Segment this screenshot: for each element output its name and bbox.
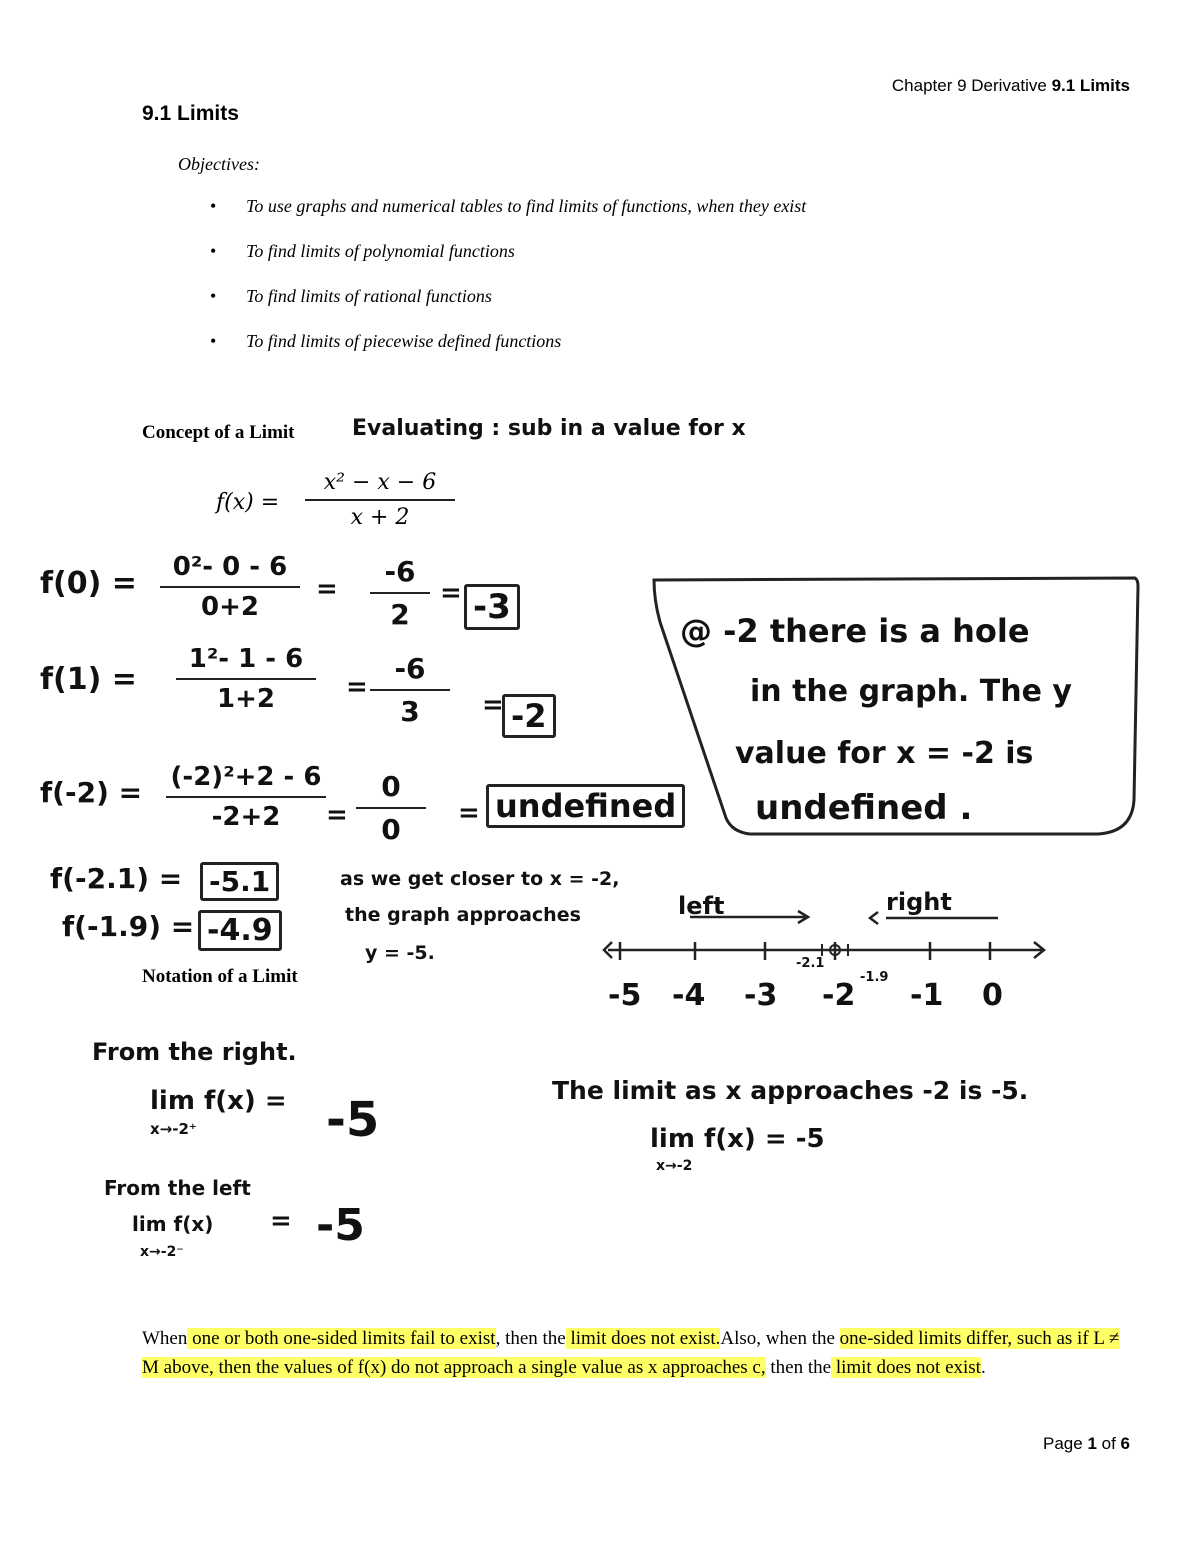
notation-heading: Notation of a Limit — [142, 966, 298, 987]
from-right-label: From the right. — [92, 1038, 297, 1066]
fraction-bar — [305, 499, 455, 501]
bullet-icon: • — [210, 286, 217, 306]
work-row1-frac2: -6 2 — [370, 555, 430, 631]
work-row2-eq2: = — [482, 690, 504, 720]
header-chapter: Chapter 9 Derivative — [891, 76, 1052, 95]
page-footer: Page 1 of 6 — [1043, 1434, 1130, 1453]
definition-paragraph: When one or both one-sided limits fail to exist, then the limit does not exist.Also, when the one-sided limits differ, such as if L ≠ M above, then the values of f(x) do not approach a single value as x approaches c, then the limit does not exist. — [142, 1328, 1120, 1378]
work-row2-lhs: f(1) = — [40, 662, 137, 697]
number-line-tick: -5 — [608, 978, 642, 1013]
work-row3-frac2: 0 0 — [356, 770, 426, 846]
work-row4-result: -5.1 — [200, 862, 279, 901]
callout-line2: in the graph. The y — [750, 674, 1072, 709]
work-row2-frac: 1²- 1 - 6 1+2 — [176, 644, 316, 714]
concept-heading: Concept of a Limit — [142, 422, 295, 443]
bullet-icon: • — [210, 331, 217, 351]
highlighted-text: limit does not exist — [831, 1357, 981, 1378]
highlighted-text: one-sided limits differ, such as if L ≠ M above, then the values of f(x) do not approach a single value as x approaches c, — [142, 1328, 1120, 1378]
number-line-tick: 0 — [982, 978, 1003, 1013]
work-row1-lhs: f(0) = — [40, 566, 137, 601]
work-row3-eq2: = — [458, 798, 480, 828]
approach-line1: as we get closer to x = -2, — [340, 868, 620, 890]
highlighted-text: limit does not exist. — [565, 1328, 721, 1349]
from-left-label: From the left — [104, 1176, 251, 1200]
callout-line4: undefined . — [755, 788, 973, 828]
left-limit-value: -5 — [316, 1200, 365, 1251]
overall-limit-sub: x→-2 — [656, 1158, 693, 1174]
page-number: 1 — [1087, 1434, 1097, 1453]
work-row2-frac2: -6 3 — [370, 652, 450, 728]
work-row5-result: -4.9 — [198, 910, 282, 951]
left-limit-expr: lim f(x) — [132, 1212, 214, 1236]
bullet-icon: • — [210, 196, 217, 216]
header-section: 9.1 Limits — [1051, 76, 1130, 95]
number-line-tick: -3 — [744, 978, 778, 1013]
work-row2-eq: = — [346, 672, 368, 702]
bullet-icon: • — [210, 241, 217, 261]
number-line — [590, 880, 1060, 980]
objective-item: • To use graphs and numerical tables to find limits of functions, when they exist — [210, 196, 807, 216]
left-limit-eq: = — [270, 1206, 292, 1236]
objective-item: • To find limits of polynomial functions — [210, 241, 515, 261]
right-limit-value: -5 — [326, 1092, 380, 1148]
running-header — [892, 76, 1130, 96]
work-row1-result: -3 — [464, 584, 520, 630]
work-row3-frac: (-2)²+2 - 6 -2+2 — [166, 762, 326, 832]
work-row3-result: undefined — [486, 784, 685, 828]
work-row3-lhs: f(-2) = — [40, 776, 143, 809]
number-line-right-label: right — [886, 888, 952, 916]
number-line-left-label: left — [678, 892, 725, 920]
highlighted-text: one or both one-sided limits fail to exist — [187, 1328, 496, 1349]
objective-item: • To find limits of piecewise defined functions — [210, 331, 562, 351]
number-line-tick: -1 — [910, 978, 944, 1013]
evaluating-note: Evaluating : sub in a value for x — [352, 416, 746, 441]
function-lhs: f(x) = — [216, 490, 280, 515]
approach-line3: y = -5. — [365, 942, 435, 964]
page-total: 6 — [1120, 1434, 1130, 1453]
right-limit-expr: lim f(x) = — [150, 1086, 287, 1116]
work-row4-lhs: f(-2.1) = — [50, 862, 183, 895]
number-line-small-left: -2.1 — [796, 956, 825, 971]
objective-item: • To find limits of rational functions — [210, 286, 492, 306]
work-row5-lhs: f(-1.9) = — [62, 910, 195, 943]
callout-line1: @ -2 there is a hole — [680, 612, 1030, 650]
work-row1-eq2: = — [440, 578, 462, 608]
left-limit-sub: x→-2⁻ — [140, 1244, 184, 1260]
function-denominator: x + 2 — [350, 505, 410, 530]
objectives-list — [210, 196, 806, 376]
number-line-small-right: -1.9 — [860, 970, 889, 985]
callout-line3: value for x = -2 is — [735, 736, 1034, 771]
overall-limit-sentence: The limit as x approaches -2 is -5. — [552, 1076, 1029, 1105]
right-limit-sub: x→-2⁺ — [150, 1120, 197, 1138]
approach-line2: the graph approaches — [345, 904, 581, 926]
page-title: 9.1 Limits — [142, 102, 239, 125]
function-numerator: x² − x − 6 — [323, 470, 437, 495]
work-row1-eq: = — [316, 574, 338, 604]
number-line-tick: -2 — [822, 978, 856, 1013]
work-row3-eq: = — [326, 800, 348, 830]
work-row1-frac: 0²- 0 - 6 0+2 — [160, 552, 300, 622]
number-line-tick: -4 — [672, 978, 706, 1013]
work-row2-result: -2 — [502, 694, 556, 738]
objectives-heading: Objectives: — [178, 154, 260, 174]
function-fraction — [305, 470, 455, 530]
overall-limit-expr: lim f(x) = -5 — [650, 1124, 825, 1154]
